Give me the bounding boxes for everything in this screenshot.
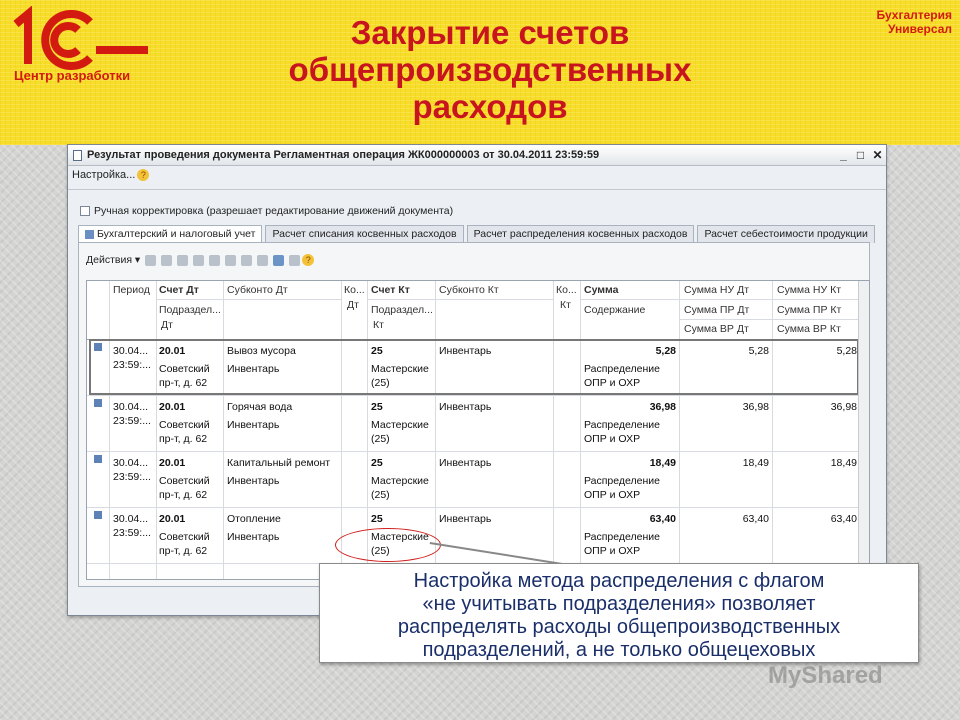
settings-link[interactable] [72,169,149,181]
close-icon[interactable]: ✕ [872,148,883,162]
tab-writeoff-indirect[interactable] [265,225,463,243]
column-header: Дт [347,299,359,311]
column-header: Дт [161,319,173,331]
brand-line2: Универсал [888,22,952,36]
help-icon[interactable]: ? [302,254,314,266]
entry-icon [94,511,102,519]
entry-icon [94,455,102,463]
cell-sum: 18,49 [649,457,676,469]
column-header[interactable]: Сумма НУ Кт [777,284,842,296]
highlight-ellipse [335,528,441,562]
callout-line4: подразделений, а не только общецеховых [422,639,816,661]
cell-nu-kt: 18,49 [830,457,857,469]
settings-label: Настройка... [72,169,136,181]
cell-subconto-dt: Инвентарь [227,419,280,431]
cell-credit: 25 [371,401,383,413]
entry-icon [94,343,102,351]
copy-icon[interactable] [161,255,172,266]
cell-content: ОПР и ОХР [584,545,641,557]
tab-label: Расчет себестоимости продукции [704,228,868,240]
column-header[interactable]: Сумма [584,284,619,296]
cell-subconto-dt: Горячая вода [227,401,293,413]
column-header: Кт [560,299,571,311]
cell-time: 23:59:... [113,415,151,427]
cell-dep: Советский [159,419,210,431]
brand-line1: Бухгалтерия [876,8,952,22]
cell-credit: 25 [371,345,383,357]
cell-subconto-dt: Инвентарь [227,363,280,375]
cell-time: 23:59:... [113,527,151,539]
cell-date: 30.04... [113,513,149,525]
cell-dep: Советский [159,475,210,487]
tab-panel [78,242,870,587]
cell-date: 30.04... [113,345,149,357]
cell-nu-kt: 5,28 [836,345,857,357]
toolbar [86,254,314,266]
column-header[interactable]: Субконто Дт [227,284,288,296]
cell-nu-kt: 36,98 [830,401,857,413]
cell-content: Распределение [584,419,660,431]
cell-credit-dep: (25) [371,377,390,389]
actions-label: Действия [86,254,133,266]
cell-subconto-kt: Инвентарь [439,513,492,525]
column-header[interactable]: Сумма ПР Кт [777,304,842,316]
cell-time: 23:59:... [113,359,151,371]
check-icon[interactable] [209,255,220,266]
document-result-window [67,144,887,616]
cell-date: 30.04... [113,401,149,413]
cell-credit-dep: (25) [371,545,390,557]
column-header[interactable]: Содержание [584,304,646,316]
cell-credit-dep: Мастерские [371,363,429,375]
cell-credit-dep: Мастерские [371,531,429,543]
callout-box [319,563,919,663]
cell-dep: пр-т, д. 62 [159,377,208,389]
entries-table [86,280,870,580]
callout-line3: распределять расходы общепроизводственных [397,616,841,638]
tab-distribution-indirect[interactable] [467,225,695,243]
cell-nu-kt: 63,40 [830,513,857,525]
checkbox-box[interactable] [80,206,90,216]
checkbox-label: Ручная корректировка (разрешает редактирование движений документа) [94,205,454,217]
cell-content: ОПР и ОХР [584,377,641,389]
column-header[interactable]: Счет Кт [371,284,410,296]
column-header[interactable]: Сумма ПР Дт [684,304,750,316]
cell-content: Распределение [584,531,660,543]
callout-line2: «не учитывать подразделения» позволяет [422,593,816,615]
ledger-icon [85,230,94,239]
watermark: MyShared [768,662,883,689]
delete-icon[interactable] [193,255,204,266]
cell-content: Распределение [584,475,660,487]
cell-credit-dep: (25) [371,433,390,445]
minimize-icon[interactable]: _ [840,148,847,162]
cell-credit: 25 [371,513,383,525]
cell-sum: 63,40 [649,513,676,525]
cell-sum: 5,28 [655,345,676,357]
cell-debit: 20.01 [159,401,186,413]
cell-debit: 20.01 [159,457,186,469]
column-header[interactable]: Подраздел... [159,304,221,316]
cell-subconto-dt: Отопление [227,513,281,525]
cell-subconto-kt: Инвентарь [439,401,492,413]
edit-icon[interactable] [177,255,188,266]
cell-debit: 20.01 [159,345,186,357]
column-header[interactable]: Ко... [344,284,365,296]
vertical-scrollbar[interactable] [858,281,869,580]
window-title: Результат проведения документа Регламентная операция ЖК000000003 от 30.04.2011 23:59:59 [87,149,600,161]
cell-time: 23:59:... [113,471,151,483]
help-icon[interactable]: ? [137,169,149,181]
cell-content: ОПР и ОХР [584,433,641,445]
column-header[interactable]: Счет Дт [159,284,199,296]
cell-credit-dep: Мастерские [371,419,429,431]
cell-dep: Советский [159,531,210,543]
title-line2: общепроизводственных [288,51,692,88]
cell-nu-dt: 18,49 [742,457,769,469]
list-icon[interactable] [257,255,268,266]
cell-date: 30.04... [113,457,149,469]
cell-credit: 25 [371,457,383,469]
cell-nu-dt: 36,98 [742,401,769,413]
cell-sum: 36,98 [649,401,676,413]
cell-dep: пр-т, д. 62 [159,433,208,445]
column-header[interactable]: Период [113,284,150,296]
column-header[interactable]: Подраздел... [371,304,433,316]
cell-subconto-dt: Капитальный ремонт [227,457,331,469]
column-header[interactable]: Сумма НУ Дт [684,284,749,296]
add-icon[interactable] [145,255,156,266]
document-icon [73,150,82,161]
manual-correction-checkbox[interactable] [80,205,453,217]
cell-nu-dt: 5,28 [748,345,769,357]
tab-label: Расчет распределения косвенных расходов [473,228,688,240]
cell-subconto-dt: Инвентарь [227,475,280,487]
move-up-icon[interactable] [225,255,236,266]
window-controls [835,148,886,162]
column-header: Кт [373,319,384,331]
tab-label: Бухгалтерский и налоговый учет [97,228,256,240]
cell-content: ОПР и ОХР [584,489,641,501]
tab-cost-calc[interactable] [697,225,874,243]
tab-label: Расчет списания косвенных расходов [272,228,457,240]
cell-subconto-kt: Инвентарь [439,457,492,469]
column-header[interactable]: Субконто Кт [439,284,499,296]
column-header[interactable]: Сумма ВР Дт [684,323,749,335]
cell-debit: 20.01 [159,513,186,525]
product-brand [876,8,952,36]
refresh-icon[interactable] [289,255,300,266]
cell-content: Распределение [584,363,660,375]
cell-subconto-dt: Вывоз мусора [227,345,296,357]
logo-subtitle: Центр разработки [14,68,131,83]
title-line3: расходов [412,88,568,125]
maximize-icon[interactable]: □ [856,148,865,162]
divider [68,189,886,190]
sum-icon[interactable] [273,255,284,266]
column-header[interactable]: Сумма ВР Кт [777,323,841,335]
column-header[interactable]: Ко... [556,284,577,296]
window-titlebar[interactable] [68,145,886,166]
actions-menu[interactable]: Действия ▾ [86,254,141,266]
cell-credit-dep: (25) [371,489,390,501]
callout-line1: Настройка метода распределения с флагом [413,570,825,592]
cell-credit-dep: Мастерские [371,475,429,487]
entry-icon [94,399,102,407]
slide-title [200,14,780,125]
cell-subconto-dt: Инвентарь [227,531,280,543]
cell-dep: пр-т, д. 62 [159,489,208,501]
cell-dep: Советский [159,363,210,375]
cell-nu-dt: 63,40 [742,513,769,525]
title-line1: Закрытие счетов [350,14,630,51]
cell-dep: пр-т, д. 62 [159,545,208,557]
cell-subconto-kt: Инвентарь [439,345,492,357]
move-down-icon[interactable] [241,255,252,266]
